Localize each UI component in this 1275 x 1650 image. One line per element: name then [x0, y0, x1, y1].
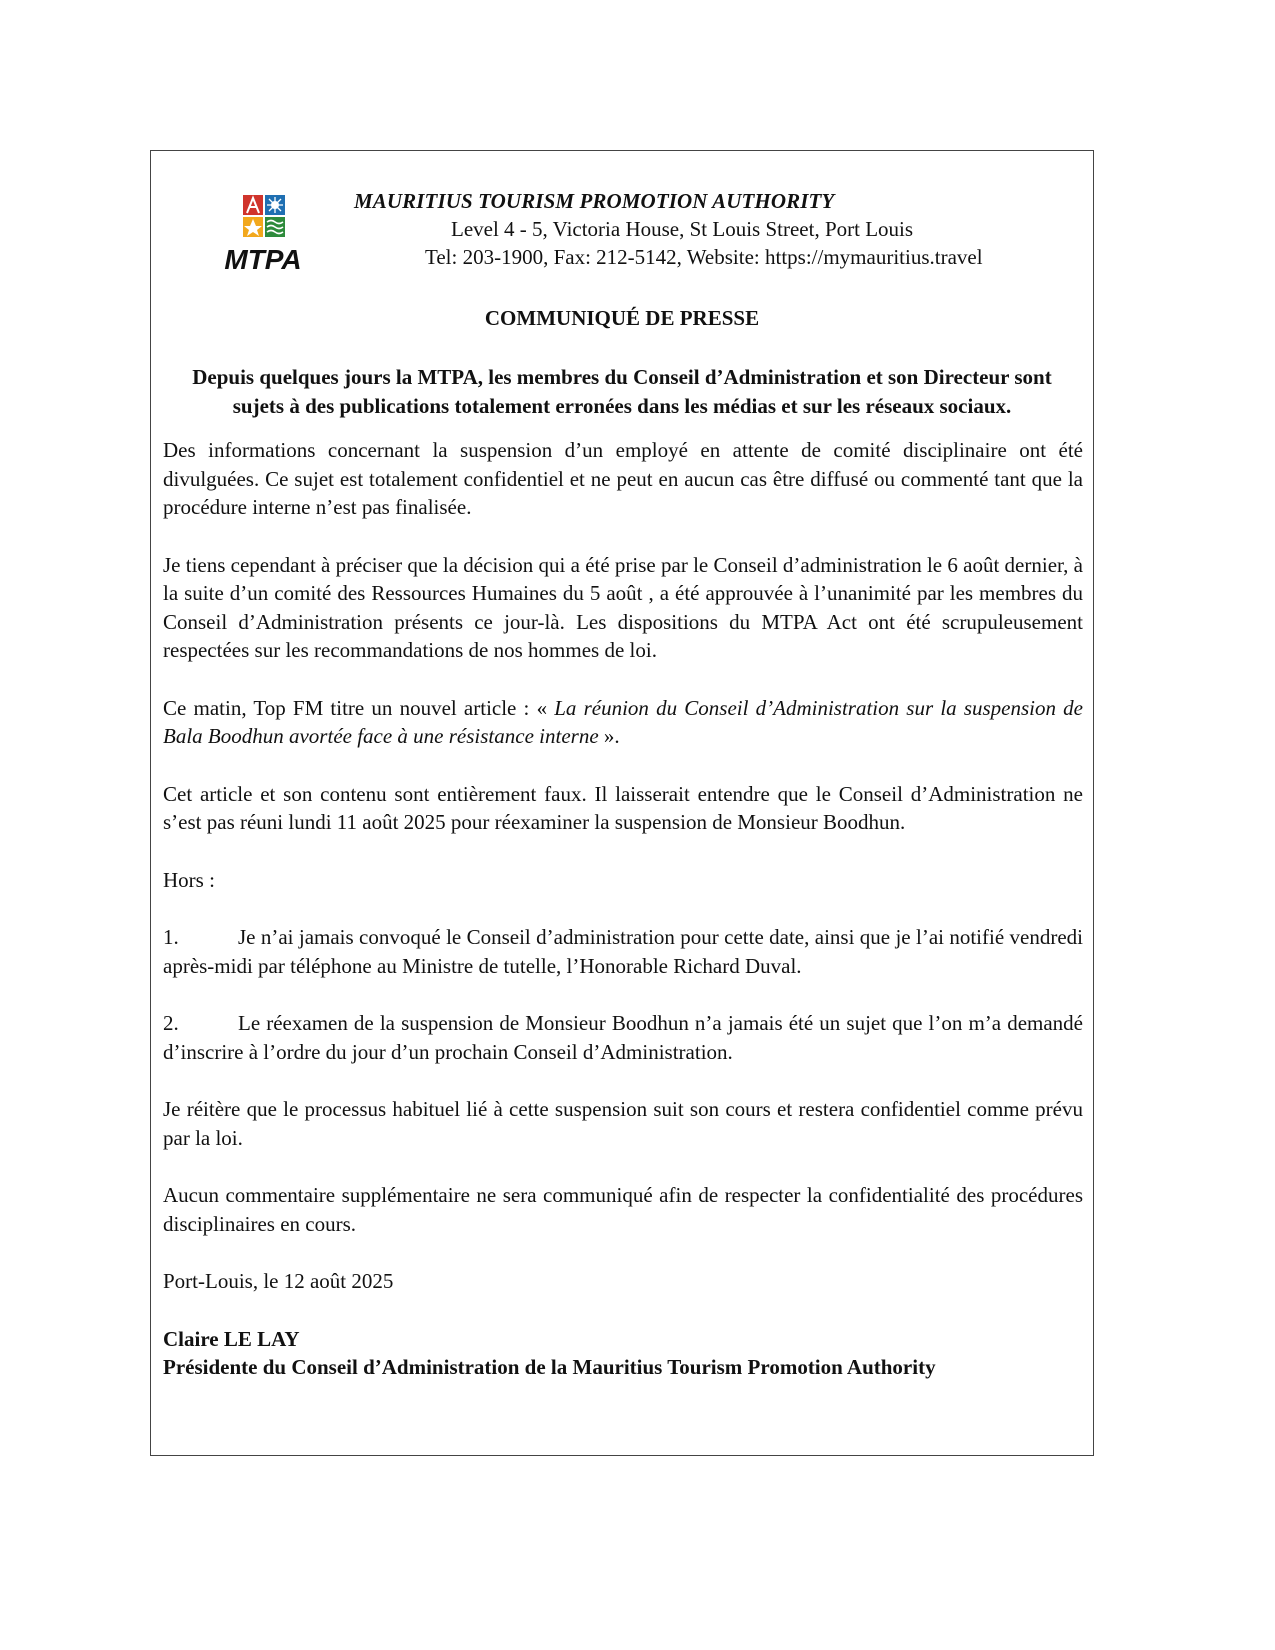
- date-line: Port-Louis, le 12 août 2025: [163, 1269, 394, 1293]
- paragraph: Aucun commentaire supplémentaire ne sera communiqué afin de respecter la confidentialité des procédures disciplinaires en cours.: [163, 1183, 1083, 1236]
- paragraph: Hors :: [163, 867, 215, 892]
- org-name: MAURITIUS TOURISM PROMOTION AUTHORITY: [354, 189, 835, 213]
- signature-role: Présidente du Conseil d’Administration de la Mauritius Tourism Promotion Authority: [163, 1354, 936, 1379]
- press-release-frame: [150, 150, 1094, 1456]
- headline: Depuis quelques jours la MTPA, les membres du Conseil d’Administration et son Directeur sont sujets à des publications totalement erronées dans les médias et sur les réseaux sociaux.: [192, 365, 1052, 418]
- item-text: Le réexamen de la suspension de Monsieur Boodhun n’a jamais été un sujet que l’on m’a demandé d’inscrire à l’ordre du jour d’un prochain Conseil d’Administration.: [163, 1011, 1083, 1064]
- paragraph: Cet article et son contenu sont entièrement faux. Il laisserait entendre que le Conseil d’Administration ne s’est pas réuni lundi 11 août 2025 pour réexaminer la suspension de Monsieur Boodhun.: [163, 781, 1083, 834]
- quote-end: ».: [598, 724, 620, 748]
- signature-name: Claire LE LAY: [163, 1326, 300, 1351]
- item-number: 1.: [163, 925, 179, 949]
- quoted-headline: La réunion du Conseil d’Administration sur la suspension de Bala Boodhun avortée face à une résistance interne: [163, 695, 1083, 748]
- mtpa-logo: [213, 195, 313, 281]
- body: [163, 436, 1083, 1381]
- paragraph: Des informations concernant la suspension d’un employé en attente de comité disciplinaire ont été divulguées. Ce sujet est totalement confidentiel et ne peut en aucun cas être diffusé ou commenté tant que la procédure interne n’est pas finalisée.: [163, 438, 1083, 519]
- paragraph: Je réitère que le processus habituel lié à cette suspension suit son cours et restera confidentiel comme prévu par la loi.: [163, 1097, 1083, 1150]
- document-title: COMMUNIQUÉ DE PRESSE: [484, 306, 760, 330]
- logo-text: MTPA: [224, 244, 302, 275]
- paragraph-quote: [163, 694, 1083, 751]
- item-number: 2.: [163, 1011, 179, 1035]
- numbered-item-2: [163, 1009, 1083, 1066]
- org-address: Level 4 - 5, Victoria House, St Louis Street, Port Louis: [451, 217, 914, 241]
- paragraph: Je tiens cependant à préciser que la décision qui a été prise par le Conseil d’administration le 6 août dernier, à la suite d’un comité des Ressources Humaines du 5 août , a été approuvée à l’unanimité par les membres du Conseil d’Administration présents ce jour-là. Les dispositions du MTPA Act ont été scrupuleusement respectées sur les recommandations de nos hommes de loi.: [163, 552, 1083, 662]
- org-contact: Tel: 203-1900, Fax: 212-5142, Website: https://mymauritius.travel: [425, 245, 983, 269]
- item-text: Je n’ai jamais convoqué le Conseil d’administration pour cette date, ainsi que je l’ai notifié vendredi après-midi par téléphone au Ministre de tutelle, l’Honorable Richard Duval.: [163, 925, 1083, 978]
- numbered-item-1: [163, 923, 1083, 980]
- quote-intro: Ce matin, Top FM titre un nouvel article : «: [163, 695, 555, 720]
